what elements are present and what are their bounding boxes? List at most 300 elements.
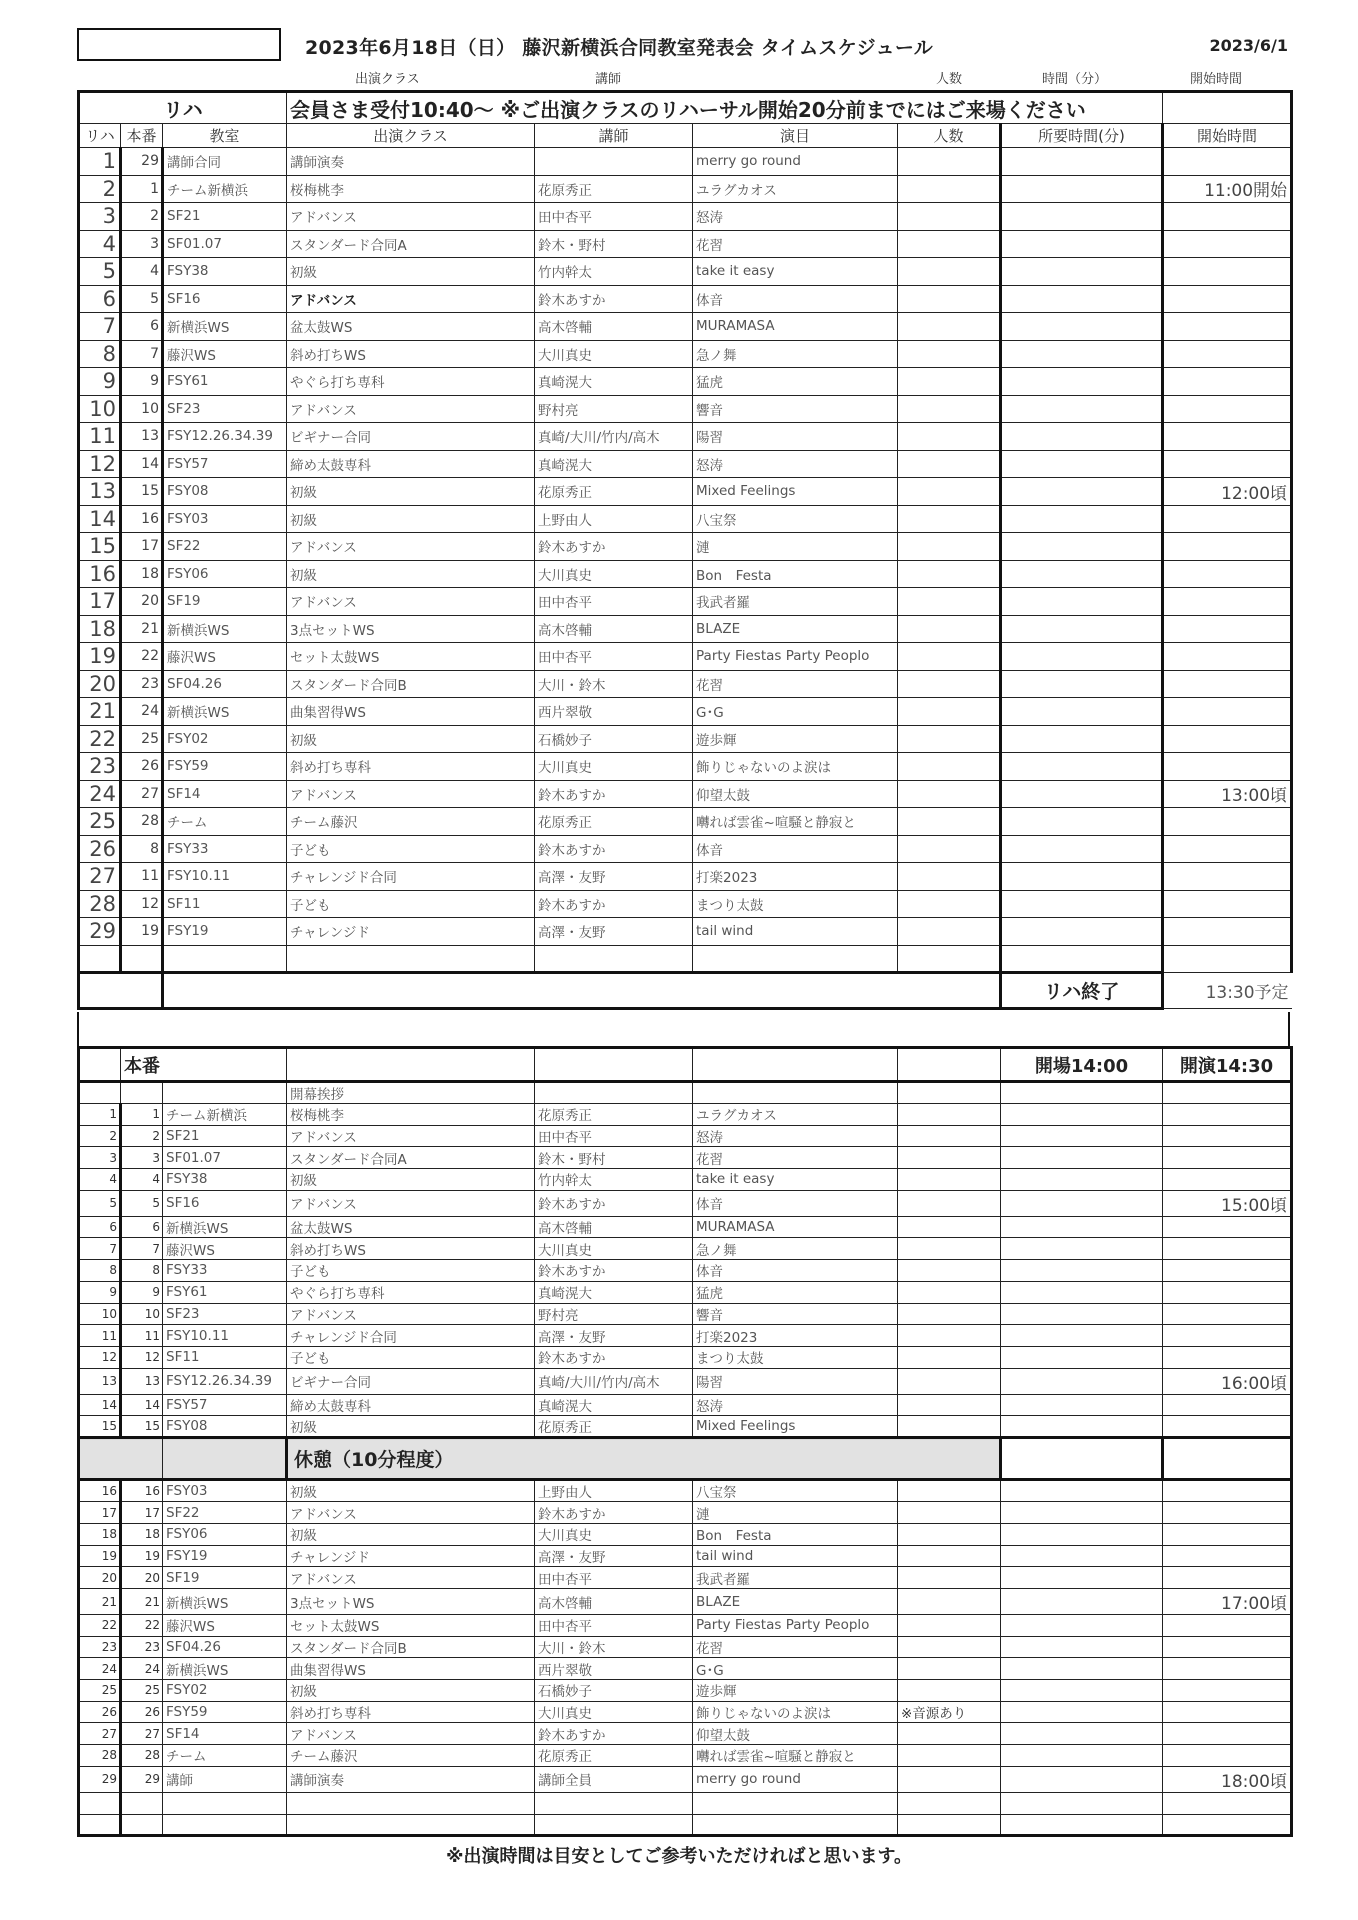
teacher: 大川・鈴木 bbox=[535, 1636, 693, 1658]
rehearsal-order: 21 bbox=[79, 1589, 121, 1615]
performance-order: 8 bbox=[121, 835, 163, 863]
teacher: 田中杏平 bbox=[535, 588, 693, 616]
duration bbox=[1001, 615, 1163, 643]
classroom: SF16 bbox=[163, 1190, 287, 1216]
start-time: 13:00頃 bbox=[1163, 780, 1292, 808]
classroom: SF23 bbox=[163, 395, 287, 423]
duration bbox=[1001, 1303, 1163, 1325]
classroom: FSY10.11 bbox=[163, 1325, 287, 1347]
performance-order: 4 bbox=[121, 258, 163, 286]
rehearsal-order: 2 bbox=[79, 1125, 121, 1147]
people-note bbox=[898, 1589, 1001, 1615]
blank-cell bbox=[1163, 945, 1292, 973]
class-name: チャレンジド合同 bbox=[287, 1325, 535, 1347]
rehearsal-order: 22 bbox=[79, 725, 121, 753]
teacher: 鈴木あすか bbox=[535, 1260, 693, 1282]
classroom: チーム bbox=[163, 808, 287, 836]
blank-cell bbox=[79, 973, 163, 1009]
performance-row bbox=[79, 1416, 1292, 1438]
rehearsal-order: 19 bbox=[79, 643, 121, 671]
rehearsal-row bbox=[79, 670, 1292, 698]
teacher: 鈴木あすか bbox=[535, 1346, 693, 1368]
teacher: 花原秀正 bbox=[535, 478, 693, 506]
duration bbox=[1001, 1701, 1163, 1723]
program: 飾りじゃないのよ涙は bbox=[693, 1701, 898, 1723]
performance-order: 12 bbox=[121, 890, 163, 918]
col-header-teacher: 講師 bbox=[535, 124, 693, 148]
program: MURAMASA bbox=[693, 1216, 898, 1238]
program: 仰望太鼓 bbox=[693, 780, 898, 808]
performance-order: 14 bbox=[121, 1394, 163, 1416]
rehearsal-order: 5 bbox=[79, 1190, 121, 1216]
classroom: FSY06 bbox=[163, 560, 287, 588]
blank-cell bbox=[535, 1792, 693, 1814]
program: take it easy bbox=[693, 258, 898, 286]
program: Mixed Feelings bbox=[693, 1416, 898, 1438]
duration bbox=[1001, 285, 1163, 313]
program: 遊歩輝 bbox=[693, 725, 898, 753]
duration bbox=[1001, 1190, 1163, 1216]
duration bbox=[1001, 1502, 1163, 1524]
performance-row bbox=[79, 1238, 1292, 1260]
col-header-program: 演目 bbox=[693, 124, 898, 148]
rehearsal-end-row bbox=[79, 973, 1292, 1009]
rehearsal-notice: 会員さま受付10:40～ ※ご出演クラスのリハーサル開始20分前までにはご来場ください bbox=[287, 92, 1163, 124]
rehearsal-order: 24 bbox=[79, 1658, 121, 1680]
opening-label: 開幕挨拶 bbox=[287, 1082, 535, 1104]
duration bbox=[1001, 203, 1163, 231]
performance-order: 21 bbox=[121, 615, 163, 643]
rehearsal-row bbox=[79, 285, 1292, 313]
rehearsal-order: 13 bbox=[79, 1368, 121, 1394]
teacher: 鈴木あすか bbox=[535, 1723, 693, 1745]
classroom: チーム新横浜 bbox=[163, 1104, 287, 1126]
teacher: 真崎滉大 bbox=[535, 1394, 693, 1416]
program: 体音 bbox=[693, 285, 898, 313]
people-note bbox=[898, 1615, 1001, 1637]
performance-order: 24 bbox=[121, 1658, 163, 1680]
start-time bbox=[1163, 148, 1292, 176]
duration bbox=[1001, 1216, 1163, 1238]
performance-table bbox=[77, 1046, 1293, 1837]
performance-order: 28 bbox=[121, 808, 163, 836]
start-time bbox=[1163, 395, 1292, 423]
class-name: チャレンジド合同 bbox=[287, 863, 535, 891]
program: 猛虎 bbox=[693, 1281, 898, 1303]
rehearsal-end-time: 13:30予定 bbox=[1163, 973, 1292, 1009]
classroom: 新横浜WS bbox=[163, 1589, 287, 1615]
program: merry go round bbox=[693, 1766, 898, 1792]
teacher: 石橋妙子 bbox=[535, 725, 693, 753]
teacher: 田中杏平 bbox=[535, 203, 693, 231]
program: 響音 bbox=[693, 1303, 898, 1325]
teacher: 花原秀正 bbox=[535, 1416, 693, 1438]
duration bbox=[1001, 1169, 1163, 1191]
blank-cell bbox=[121, 1792, 163, 1814]
classroom: FSY02 bbox=[163, 1680, 287, 1702]
col-header-room: 教室 bbox=[163, 124, 287, 148]
rehearsal-row bbox=[79, 918, 1292, 946]
duration bbox=[1001, 148, 1163, 176]
people-count bbox=[898, 863, 1001, 891]
classroom: SF19 bbox=[163, 1567, 287, 1589]
program: 花習 bbox=[693, 230, 898, 258]
classroom: FSY06 bbox=[163, 1523, 287, 1545]
rehearsal-order: 27 bbox=[79, 1723, 121, 1745]
class-name: アドバンス bbox=[287, 780, 535, 808]
people-count bbox=[898, 423, 1001, 451]
rehearsal-blank-row bbox=[79, 945, 1292, 973]
class-name: アドバンス bbox=[287, 1190, 535, 1216]
rehearsal-row bbox=[79, 148, 1292, 176]
class-name: 盆太鼓WS bbox=[287, 1216, 535, 1238]
performance-row bbox=[79, 1545, 1292, 1567]
start-time bbox=[1163, 1745, 1292, 1767]
performance-order: 5 bbox=[121, 285, 163, 313]
classroom: SF01.07 bbox=[163, 1147, 287, 1169]
performance-row bbox=[79, 1745, 1292, 1767]
people-note bbox=[898, 1545, 1001, 1567]
performance-row bbox=[79, 1104, 1292, 1126]
program: G･G bbox=[693, 698, 898, 726]
people-note bbox=[898, 1523, 1001, 1545]
classroom: 講師 bbox=[163, 1766, 287, 1792]
class-name: アドバンス bbox=[287, 285, 535, 313]
rehearsal-order: 7 bbox=[79, 313, 121, 341]
program: 我武者羅 bbox=[693, 588, 898, 616]
classroom: 新横浜WS bbox=[163, 313, 287, 341]
performance-row bbox=[79, 1346, 1292, 1368]
performance-section-label: 本番 bbox=[121, 1048, 287, 1082]
class-name: 初級 bbox=[287, 505, 535, 533]
people-count bbox=[898, 890, 1001, 918]
class-name: 初級 bbox=[287, 725, 535, 753]
teacher: 田中杏平 bbox=[535, 1125, 693, 1147]
start-time bbox=[1163, 643, 1292, 671]
duration bbox=[1001, 478, 1163, 506]
program: BLAZE bbox=[693, 1589, 898, 1615]
rehearsal-column-headers bbox=[79, 124, 1292, 148]
people-count bbox=[898, 643, 1001, 671]
teacher: 大川・鈴木 bbox=[535, 670, 693, 698]
classroom: 藤沢WS bbox=[163, 1615, 287, 1637]
people-note bbox=[898, 1260, 1001, 1282]
program: 猛虎 bbox=[693, 368, 898, 396]
rehearsal-order: 20 bbox=[79, 1567, 121, 1589]
start-time bbox=[1163, 698, 1292, 726]
performance-order: 16 bbox=[121, 1480, 163, 1502]
duration bbox=[1001, 1589, 1163, 1615]
performance-order: 20 bbox=[121, 1567, 163, 1589]
program: G･G bbox=[693, 1658, 898, 1680]
teacher: 鈴木あすか bbox=[535, 533, 693, 561]
performance-row bbox=[79, 1615, 1292, 1637]
people-count bbox=[898, 395, 1001, 423]
duration bbox=[1001, 835, 1163, 863]
start-time: 16:00頃 bbox=[1163, 1368, 1292, 1394]
people-count bbox=[898, 588, 1001, 616]
classroom: FSY61 bbox=[163, 1281, 287, 1303]
rehearsal-order: 16 bbox=[79, 560, 121, 588]
duration bbox=[1001, 230, 1163, 258]
performance-order: 15 bbox=[121, 478, 163, 506]
start-time bbox=[1163, 450, 1292, 478]
program: 仰望太鼓 bbox=[693, 1723, 898, 1745]
rehearsal-order: 10 bbox=[79, 395, 121, 423]
start-time bbox=[1163, 1216, 1292, 1238]
teacher: 鈴木あすか bbox=[535, 835, 693, 863]
rehearsal-table bbox=[77, 90, 1293, 1010]
teacher: 高木啓輔 bbox=[535, 313, 693, 341]
performance-order: 10 bbox=[121, 395, 163, 423]
start-time bbox=[1163, 285, 1292, 313]
program: merry go round bbox=[693, 148, 898, 176]
program: BLAZE bbox=[693, 615, 898, 643]
class-name: 子ども bbox=[287, 835, 535, 863]
blank-cell bbox=[1163, 1438, 1292, 1480]
class-name: アドバンス bbox=[287, 1125, 535, 1147]
col-header-duration: 所要時間(分) bbox=[1001, 124, 1163, 148]
start-time bbox=[1163, 1658, 1292, 1680]
col-header-start: 開始時間 bbox=[1163, 124, 1292, 148]
rehearsal-order: 9 bbox=[79, 1281, 121, 1303]
rehearsal-row bbox=[79, 863, 1292, 891]
program: まつり太鼓 bbox=[693, 890, 898, 918]
classroom: SF14 bbox=[163, 1723, 287, 1745]
people-note bbox=[898, 1723, 1001, 1745]
start-time bbox=[1163, 423, 1292, 451]
performance-row bbox=[79, 1125, 1292, 1147]
program: 八宝祭 bbox=[693, 505, 898, 533]
people-note bbox=[898, 1104, 1001, 1126]
duration bbox=[1001, 1766, 1163, 1792]
class-name: 講師演奏 bbox=[287, 148, 535, 176]
rehearsal-row bbox=[79, 450, 1292, 478]
rehearsal-row bbox=[79, 340, 1292, 368]
blank-cell bbox=[79, 1792, 121, 1814]
class-name: チャレンジド bbox=[287, 1545, 535, 1567]
duration bbox=[1001, 395, 1163, 423]
classroom: 藤沢WS bbox=[163, 340, 287, 368]
people-count bbox=[898, 230, 1001, 258]
start-time bbox=[1163, 835, 1292, 863]
teacher: 田中杏平 bbox=[535, 1567, 693, 1589]
teacher: 鈴木あすか bbox=[535, 890, 693, 918]
teacher: 真崎滉大 bbox=[535, 450, 693, 478]
teacher: 鈴木あすか bbox=[535, 285, 693, 313]
performance-order: 28 bbox=[121, 1745, 163, 1767]
program: 飾りじゃないのよ涙は bbox=[693, 753, 898, 781]
duration bbox=[1001, 643, 1163, 671]
people-count bbox=[898, 698, 1001, 726]
duration bbox=[1001, 698, 1163, 726]
duration bbox=[1001, 725, 1163, 753]
rehearsal-order: 14 bbox=[79, 1394, 121, 1416]
duration bbox=[1001, 780, 1163, 808]
rehearsal-order: 24 bbox=[79, 780, 121, 808]
rehearsal-order: 5 bbox=[79, 258, 121, 286]
performance-row bbox=[79, 1190, 1292, 1216]
rehearsal-order: 25 bbox=[79, 808, 121, 836]
teacher: 上野由人 bbox=[535, 1480, 693, 1502]
people-note bbox=[898, 1394, 1001, 1416]
classroom: FSY61 bbox=[163, 368, 287, 396]
document-date: 2023/6/1 bbox=[1209, 36, 1288, 55]
rehearsal-order: 26 bbox=[79, 1701, 121, 1723]
people-count bbox=[898, 175, 1001, 203]
blank-cell bbox=[163, 1814, 287, 1836]
performance-order: 12 bbox=[121, 1346, 163, 1368]
teacher: 高澤・友野 bbox=[535, 1545, 693, 1567]
duration bbox=[1001, 423, 1163, 451]
start-time bbox=[1163, 1104, 1292, 1126]
rehearsal-row bbox=[79, 643, 1292, 671]
start-time bbox=[1163, 1346, 1292, 1368]
performance-order: 3 bbox=[121, 1147, 163, 1169]
blank-cell bbox=[535, 945, 693, 973]
classroom: 新横浜WS bbox=[163, 1216, 287, 1238]
duration bbox=[1001, 368, 1163, 396]
program: MURAMASA bbox=[693, 313, 898, 341]
blank-cell bbox=[535, 1814, 693, 1836]
rehearsal-order: 25 bbox=[79, 1680, 121, 1702]
teacher: 花原秀正 bbox=[535, 808, 693, 836]
classroom: SF11 bbox=[163, 890, 287, 918]
blank-cell bbox=[898, 1814, 1001, 1836]
performance-row bbox=[79, 1502, 1292, 1524]
start-time bbox=[1163, 1238, 1292, 1260]
program: 囀れば雲雀~喧騒と静寂と bbox=[693, 1745, 898, 1767]
classroom: SF21 bbox=[163, 203, 287, 231]
duration bbox=[1001, 1346, 1163, 1368]
classroom: FSY38 bbox=[163, 1169, 287, 1191]
teacher: 鈴木・野村 bbox=[535, 230, 693, 258]
rehearsal-order: 14 bbox=[79, 505, 121, 533]
people-count bbox=[898, 753, 1001, 781]
blank-cell bbox=[1001, 1792, 1163, 1814]
duration bbox=[1001, 1745, 1163, 1767]
rehearsal-order: 26 bbox=[79, 835, 121, 863]
performance-order: 1 bbox=[121, 175, 163, 203]
program: tail wind bbox=[693, 918, 898, 946]
teacher: 竹内幹太 bbox=[535, 258, 693, 286]
program: 花習 bbox=[693, 1636, 898, 1658]
people-note bbox=[898, 1238, 1001, 1260]
performance-row bbox=[79, 1368, 1292, 1394]
classroom: SF23 bbox=[163, 1303, 287, 1325]
performance-order: 26 bbox=[121, 753, 163, 781]
duration bbox=[1001, 1567, 1163, 1589]
teacher: 高木啓輔 bbox=[535, 1216, 693, 1238]
people-count bbox=[898, 313, 1001, 341]
performance-order: 23 bbox=[121, 1636, 163, 1658]
rehearsal-order: 28 bbox=[79, 890, 121, 918]
duration bbox=[1001, 258, 1163, 286]
subheader-minutes: 時間（分） bbox=[1042, 72, 1108, 87]
rehearsal-order: 21 bbox=[79, 698, 121, 726]
class-name: ビギナー合同 bbox=[287, 423, 535, 451]
people-count bbox=[898, 340, 1001, 368]
rehearsal-order: 11 bbox=[79, 1325, 121, 1347]
page-title: 2023年6月18日（日） 藤沢新横浜合同教室発表会 タイムスケジュール bbox=[305, 37, 934, 59]
start-time bbox=[1163, 1480, 1292, 1502]
rehearsal-order: 16 bbox=[79, 1480, 121, 1502]
start-time bbox=[1163, 808, 1292, 836]
class-name: スタンダード合同A bbox=[287, 1147, 535, 1169]
blank-cell bbox=[79, 945, 121, 973]
duration bbox=[1001, 1636, 1163, 1658]
people-count bbox=[898, 285, 1001, 313]
people-count bbox=[898, 780, 1001, 808]
classroom: FSY33 bbox=[163, 835, 287, 863]
rehearsal-order: 13 bbox=[79, 478, 121, 506]
blank-cell bbox=[898, 945, 1001, 973]
start-time bbox=[1163, 1545, 1292, 1567]
start-time bbox=[1163, 505, 1292, 533]
program: Bon Festa bbox=[693, 1523, 898, 1545]
blank-cell bbox=[693, 1814, 898, 1836]
classroom: FSY33 bbox=[163, 1260, 287, 1282]
start-time bbox=[1163, 313, 1292, 341]
start-time bbox=[1163, 1416, 1292, 1438]
people-note bbox=[898, 1502, 1001, 1524]
class-name: 斜め打ち専科 bbox=[287, 753, 535, 781]
program: 体音 bbox=[693, 1190, 898, 1216]
duration bbox=[1001, 313, 1163, 341]
start-time bbox=[1163, 340, 1292, 368]
start-time bbox=[1163, 1615, 1292, 1637]
start-time bbox=[1163, 1169, 1292, 1191]
start-time bbox=[1163, 1281, 1292, 1303]
program: 花習 bbox=[693, 1147, 898, 1169]
rehearsal-row bbox=[79, 395, 1292, 423]
performance-order: 21 bbox=[121, 1589, 163, 1615]
blank-cell bbox=[693, 945, 898, 973]
rehearsal-order: 17 bbox=[79, 588, 121, 616]
start-time bbox=[1163, 1723, 1292, 1745]
teacher: 花原秀正 bbox=[535, 1745, 693, 1767]
program: 体音 bbox=[693, 1260, 898, 1282]
classroom: FSY59 bbox=[163, 1701, 287, 1723]
class-name: 締め太鼓専科 bbox=[287, 1394, 535, 1416]
rehearsal-order: 12 bbox=[79, 450, 121, 478]
start-time bbox=[1163, 1303, 1292, 1325]
blank-cell bbox=[79, 1814, 121, 1836]
blank-cell bbox=[163, 973, 1001, 1009]
performance-order: 19 bbox=[121, 1545, 163, 1567]
start-time bbox=[1163, 890, 1292, 918]
start-time bbox=[1163, 560, 1292, 588]
class-name: アドバンス bbox=[287, 1567, 535, 1589]
blank-cell bbox=[287, 945, 535, 973]
duration bbox=[1001, 808, 1163, 836]
performance-row bbox=[79, 1216, 1292, 1238]
doors-open-time: 開場14:00 bbox=[1001, 1048, 1163, 1082]
rehearsal-order: 29 bbox=[79, 1766, 121, 1792]
duration bbox=[1001, 1368, 1163, 1394]
teacher: 花原秀正 bbox=[535, 1104, 693, 1126]
class-name: アドバンス bbox=[287, 203, 535, 231]
rehearsal-row bbox=[79, 808, 1292, 836]
duration bbox=[1001, 175, 1163, 203]
performance-order: 11 bbox=[121, 1325, 163, 1347]
performance-row bbox=[79, 1636, 1292, 1658]
class-name: アドバンス bbox=[287, 1303, 535, 1325]
teacher: 大川真史 bbox=[535, 1523, 693, 1545]
people-count bbox=[898, 478, 1001, 506]
class-name: アドバンス bbox=[287, 588, 535, 616]
performance-order: 20 bbox=[121, 588, 163, 616]
